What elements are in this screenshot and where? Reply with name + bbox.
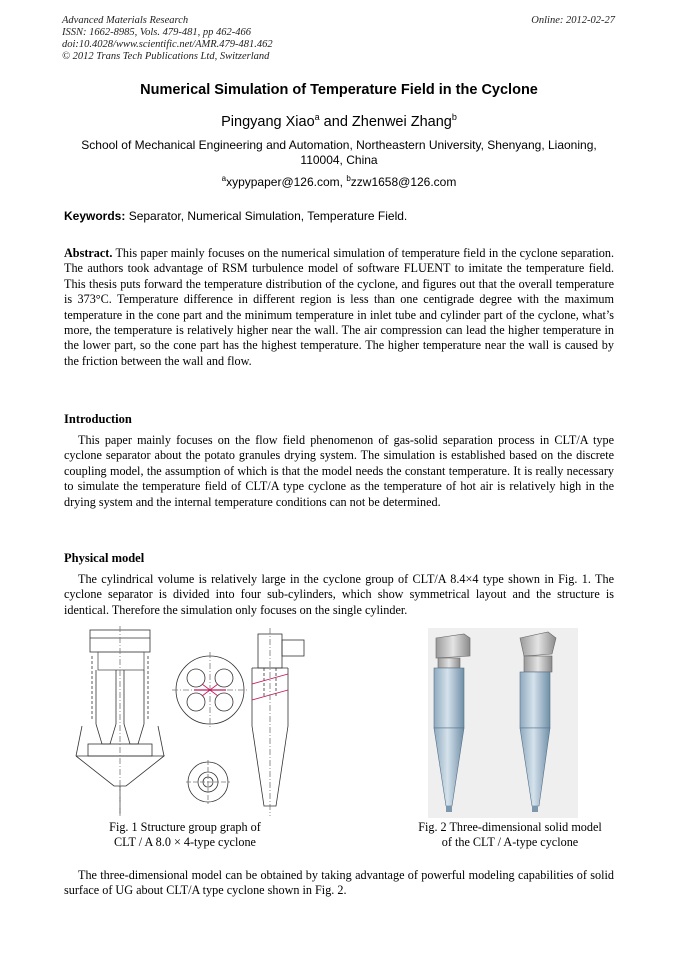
email-link[interactable]: xypypaper@126.com, bbox=[226, 175, 347, 189]
author-conjunction: and bbox=[319, 114, 352, 130]
caption-line: Fig. 2 Three-dimensional solid model bbox=[418, 820, 602, 834]
journal-copyright: © 2012 Trans Tech Publications Ltd, Switzerland bbox=[62, 51, 270, 62]
affiliation: School of Mechanical Engineering and Automation, Northeastern University, Shenyang, Liaoning, 110004, China bbox=[81, 138, 597, 167]
introduction-text: This paper mainly focuses on the flow field phenomenon of gas-solid separation process in CLT/A type cyclone separator about the potato granules drying system. The simulation is established based on the discrete coupling model, the assumption of which is that the model needs the constant temperature. It is really necessary to simulate the temperature field of CLT/A type cyclone as the temperature of hot air is relatively high in the drying system and the internal temperature conditions can not be determined. bbox=[64, 433, 614, 509]
keywords bbox=[64, 209, 407, 223]
online-date: Online: 2012-02-27 bbox=[531, 15, 615, 26]
paper-title: Numerical Simulation of Temperature Field in the Cyclone bbox=[140, 82, 538, 98]
email-superscript: b bbox=[346, 174, 351, 183]
author-emails bbox=[0, 174, 678, 189]
fig2-solid-models bbox=[428, 628, 578, 818]
section-heading-introduction: Introduction bbox=[64, 412, 132, 426]
abstract-text: This paper mainly focuses on the numerical simulation of temperature field in the cyclone separation. The authors took advantage of RSM turbulence model of software FLUENT to imitate the temperature field. This thesis puts forward the temperature distribution of the cyclone, and figures out that the overall temperature is 373°C. Temperature difference in different region is less than one centigrade degree with the maximum temperature in the cone part and the minimum temperature in inlet tube and cylinder part of the cyclone, what’s more, the temperature is relatively higher near the wall. The air compression can lead the higher temperature in the lower part, so the cone part has the highest temperature. The higher temperature near the wall is caused by the friction between the wall and flow. bbox=[64, 246, 614, 368]
abstract-label: Abstract. bbox=[64, 246, 113, 260]
author-name: Pingyang Xiao bbox=[221, 114, 315, 130]
physical-model-text: The cylindrical volume is relatively large in the cyclone group of CLT/A 8.4×4 type shown in Fig. 1. The cyclone separator is divided into four sub-cylinders, which show symmetrical layout and the structure is identical. Therefore the simulation only focuses on the single cylinder. bbox=[64, 572, 614, 617]
keywords-label: Keywords: bbox=[64, 209, 126, 223]
email-superscript: a bbox=[221, 174, 227, 183]
fig1-caption bbox=[70, 820, 300, 850]
journal-name: Advanced Materials Research bbox=[62, 15, 189, 26]
caption-line: CLT / A 8.0 × 4-type cyclone bbox=[114, 835, 256, 849]
physical-model-text-2: The three-dimensional model can be obtained by taking advantage of powerful modeling capabilities of solid surface of UG about CLT/A type cyclone shown in Fig. 2. bbox=[64, 868, 614, 898]
author-superscript: b bbox=[451, 112, 457, 122]
abstract bbox=[64, 246, 614, 369]
author-name: Zhenwei Zhang bbox=[351, 114, 452, 130]
journal-doi[interactable]: doi:10.4028/www.scientific.net/AMR.479-481.462 bbox=[62, 39, 273, 50]
email-link[interactable]: zzw1658@126.com bbox=[350, 175, 457, 189]
journal-issn: ISSN: 1662-8985, Vols. 479-481, pp 462-466 bbox=[62, 27, 251, 38]
fig1-structure-drawing bbox=[62, 626, 318, 818]
author-line bbox=[0, 112, 678, 130]
keywords-text: Separator, Numerical Simulation, Temperature Field. bbox=[125, 209, 408, 223]
section-heading-physical-model: Physical model bbox=[64, 551, 145, 565]
caption-line: of the CLT / A-type cyclone bbox=[441, 835, 579, 849]
author-superscript: a bbox=[314, 112, 320, 122]
journal-header bbox=[62, 15, 273, 63]
caption-line: Fig. 1 Structure group graph of bbox=[109, 820, 261, 834]
fig2-caption bbox=[390, 820, 630, 850]
